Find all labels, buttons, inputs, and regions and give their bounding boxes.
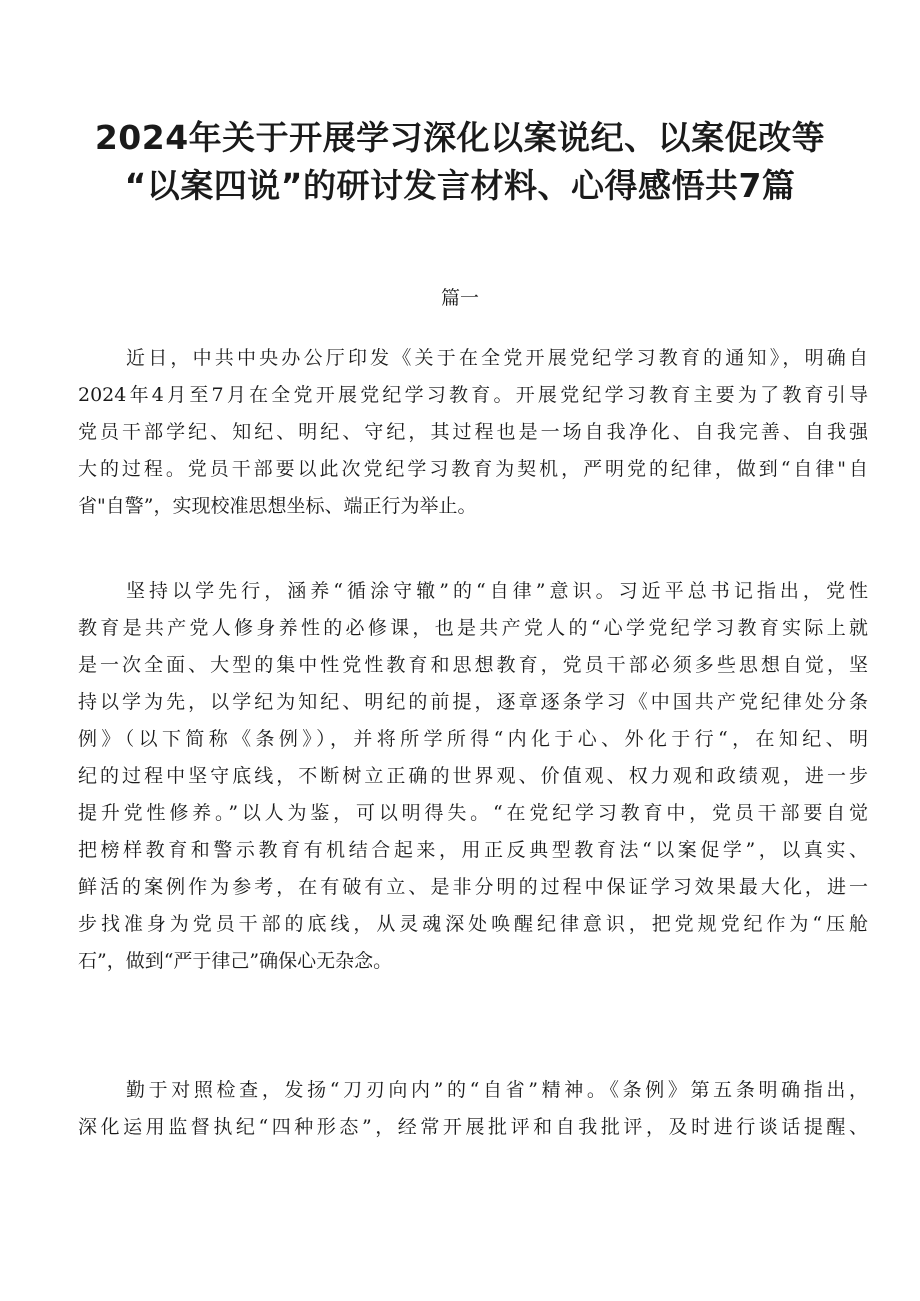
section-heading: 篇一 (440, 287, 479, 309)
paragraph-line: 教育是共产党人修身养性的必修课，也是共产党人的“心学党纪学习教育实际上就 (78, 617, 868, 639)
paragraph-line: 是一次全面、大型的集中性党性教育和思想教育，党员干部必须多些思想自觉，坚 (78, 654, 868, 676)
paragraph-line: 鲜活的案例作为参考，在有破有立、是非分明的过程中保证学习效果最大化，进一 (78, 876, 868, 898)
paragraph-line: 勤于对照检查，发扬“刀刃向内”的“自省”精神。《条例》第五条明确指出， (126, 1079, 868, 1101)
paragraph-line: 提升党性修养。”以人为鉴，可以明得失。“在党纪学习教育中，党员干部要自觉 (78, 802, 868, 824)
paragraph-line: 近日，中共中央办公厅印发《关于在全党开展党纪学习教育的通知》，明确自 (126, 347, 868, 369)
paragraph-line: 例》（以下简称《条例》），并将所学所得“内化于心、外化于行“，在知纪、明 (78, 728, 868, 750)
paragraph-line: 纪的过程中坚守底线，不断树立正确的世界观、价值观、权力观和政绩观，进一步 (78, 765, 868, 787)
title-line-2: “以案四说”的研讨发言材料、心得感悟共7篇 (124, 166, 796, 205)
paragraph-line: 坚持以学先行，涵养“循涂守辙”的“自律”意识。习近平总书记指出，党性 (126, 580, 868, 602)
paragraph-line: 党员干部学纪、知纪、明纪、守纪，其过程也是一场自我净化、自我完善、自我强 (78, 421, 868, 443)
paragraph-line: 把榜样教育和警示教育有机结合起来，用正反典型教育法“以案促学”，以真实、 (78, 839, 868, 861)
paragraph-2 (78, 573, 868, 980)
paragraph-3 (78, 1072, 868, 1146)
paragraph-line: 步找准身为党员干部的底线，从灵魂深处唤醒纪律意识，把党规党纪作为“压舱 (78, 913, 868, 935)
paragraph-line: 深化运用监督执纪“四种形态”，经常开展批评和自我批评，及时进行谈话提醒、 (78, 1116, 868, 1138)
paragraph-1 (78, 340, 868, 525)
paragraph-line: 省"自警”，实现校准思想坐标、端正行为举止。 (78, 495, 477, 517)
title-line-1: 2024年关于开展学习深化以案说纪、以案促改等 (94, 118, 826, 157)
paragraph-line: 持以学为先，以学纪为知纪、明纪的前提，逐章逐条学习《中国共产党纪律处分条 (78, 691, 868, 713)
paragraph-line: 石”，做到“严于律己”确保心无杂念。 (78, 950, 393, 972)
paragraph-line: 2024年4月至7月在全党开展党纪学习教育。开展党纪学习教育主要为了教育引导 (78, 384, 868, 406)
paragraph-line: 大的过程。党员干部要以此次党纪学习教育为契机，严明党的纪律，做到“自律"自 (78, 458, 868, 480)
document-title (60, 114, 860, 210)
